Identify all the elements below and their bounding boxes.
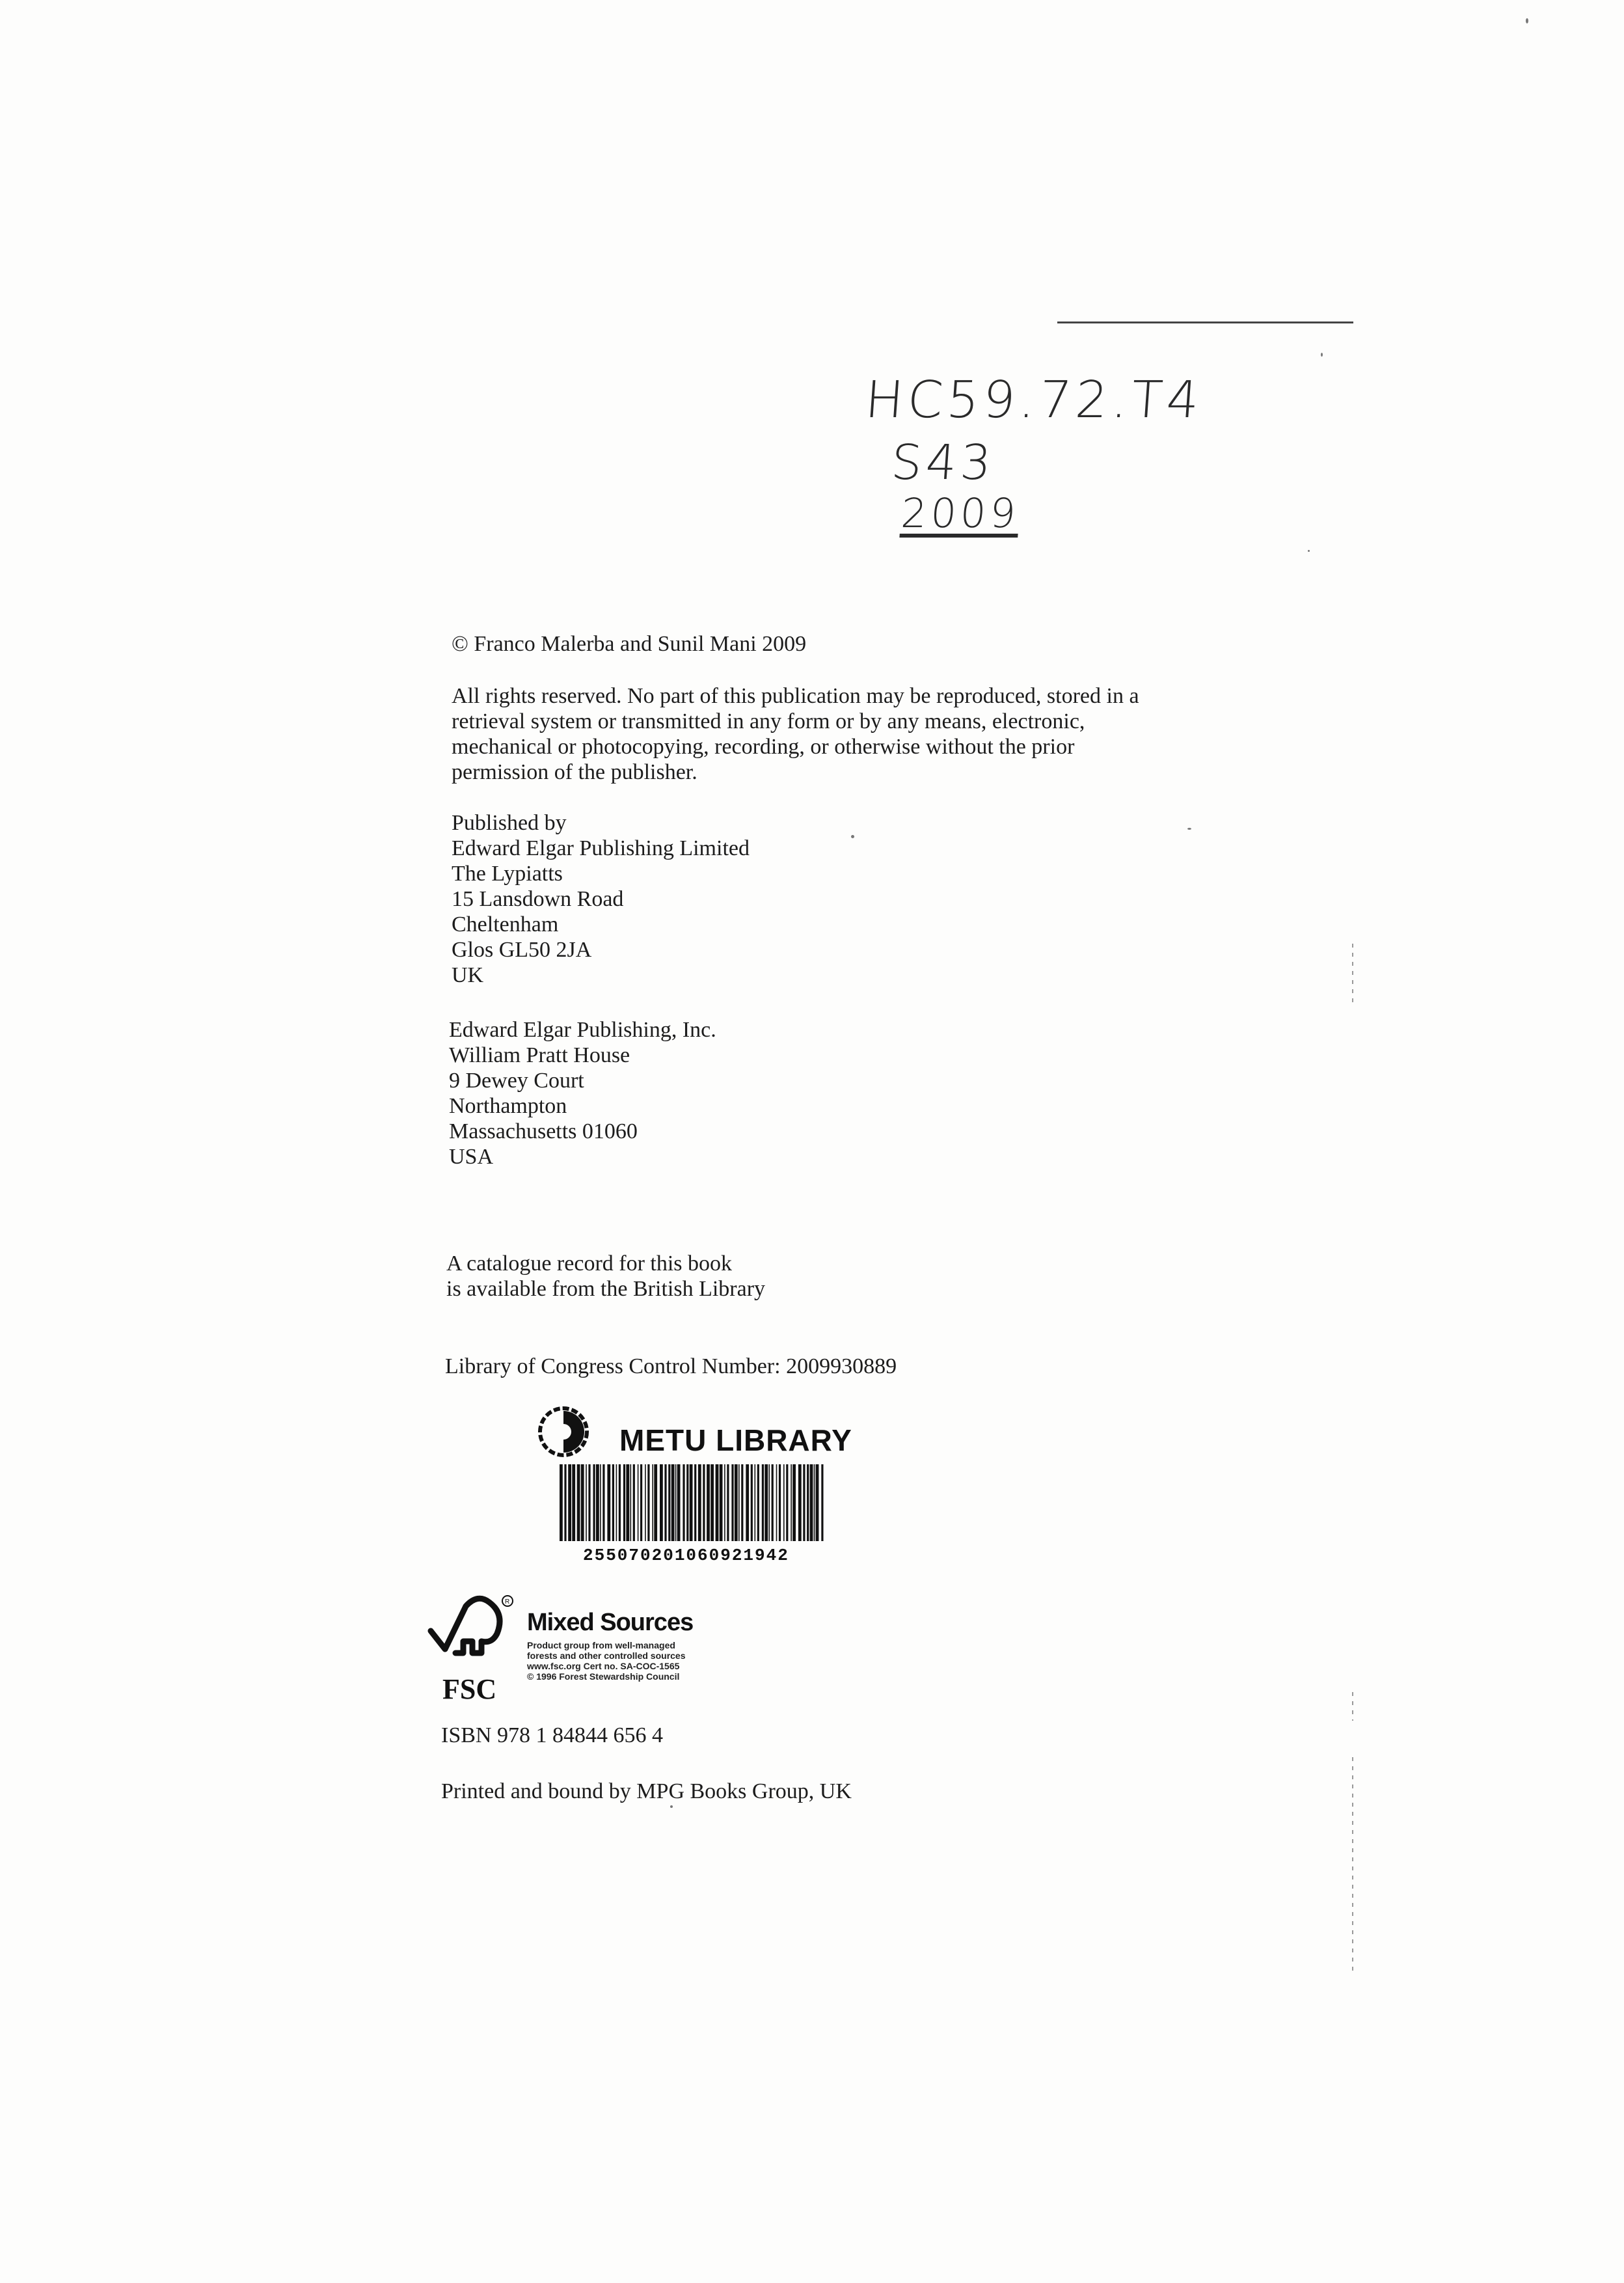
barcode-bar	[640, 1464, 642, 1541]
barcode-bar	[675, 1464, 677, 1541]
address-line: Massachusetts 01060	[449, 1119, 638, 1143]
handwritten-rule	[1057, 321, 1353, 323]
barcode-bar	[616, 1464, 617, 1541]
barcode-bar	[762, 1464, 764, 1541]
fsc-detail-line: www.fsc.org Cert no. SA-COC-1565	[527, 1661, 680, 1671]
barcode-bar	[716, 1464, 719, 1541]
svg-text:R: R	[505, 1598, 510, 1606]
fsc-mixed-sources-heading: Mixed Sources	[527, 1609, 694, 1636]
barcode-bar	[638, 1464, 639, 1541]
barcode-bar	[564, 1464, 566, 1541]
copyright-line: © Franco Malerba and Sunil Mani 2009	[452, 632, 807, 656]
address-line: Glos GL50 2JA	[452, 938, 592, 962]
scan-speck	[1321, 353, 1323, 357]
address-line: Northampton	[449, 1094, 567, 1118]
barcode-bar	[633, 1464, 635, 1541]
barcode-bar	[776, 1464, 778, 1541]
address-line: USA	[449, 1145, 494, 1169]
barcode-bar	[596, 1464, 599, 1541]
handwritten-call-number: HC59.72.T4	[863, 371, 1205, 430]
barcode-bar	[821, 1464, 823, 1541]
fsc-logo-text: FSC	[442, 1673, 497, 1705]
barcode-bar	[577, 1464, 580, 1541]
barcode-bar	[765, 1464, 768, 1541]
address-line: Cheltenham	[452, 912, 559, 936]
barcode-bar	[630, 1464, 632, 1541]
scan-speck	[1526, 18, 1528, 23]
rights-line: All rights reserved. No part of this publication may be reproduced, stored in a	[452, 684, 1139, 708]
lccn-line	[445, 1354, 897, 1379]
barcode-bar	[707, 1464, 710, 1541]
barcode-bar	[741, 1464, 743, 1541]
fsc-detail-line: © 1996 Forest Stewardship Council	[527, 1671, 680, 1682]
barcode-bar	[586, 1464, 587, 1541]
barcode-bar	[768, 1464, 770, 1541]
lccn-label: Library of Congress Control Number:	[445, 1354, 781, 1378]
barcode-bar	[803, 1464, 805, 1541]
barcode-bar	[751, 1464, 753, 1541]
barcode-bar	[690, 1464, 693, 1541]
scan-speck	[1308, 550, 1310, 552]
barcode-bar	[683, 1464, 684, 1541]
barcode-bar	[731, 1464, 733, 1541]
barcode-bar	[619, 1464, 621, 1541]
barcode-bar	[779, 1464, 781, 1541]
barcode-bar	[645, 1464, 646, 1541]
address-line: Edward Elgar Publishing, Inc.	[449, 1018, 716, 1042]
barcode-bar	[757, 1464, 759, 1541]
barcode-bar	[703, 1464, 705, 1541]
address-line: Published by	[452, 811, 567, 835]
handwritten-cutter-number: S43	[889, 435, 997, 491]
barcode	[557, 1464, 826, 1541]
address-line: The Lypiatts	[452, 862, 563, 886]
catalogue-record-note	[446, 1251, 765, 1302]
barcode-bar	[671, 1464, 675, 1541]
scan-artifact	[1352, 1692, 1353, 1721]
rights-line: mechanical or photocopying, recording, or otherwise without the prior	[452, 735, 1075, 759]
barcode-bar	[746, 1464, 749, 1541]
barcode-bar	[612, 1464, 614, 1541]
fsc-details	[527, 1640, 686, 1682]
barcode-bar	[664, 1464, 666, 1541]
barcode-bar	[607, 1464, 610, 1541]
barcode-bar	[755, 1464, 756, 1541]
isbn: ISBN 978 1 84844 656 4	[441, 1723, 663, 1747]
barcode-bar	[568, 1464, 571, 1541]
address-line: UK	[452, 963, 484, 987]
barcode-bar	[735, 1464, 738, 1541]
rights-statement	[452, 683, 1239, 785]
barcode-bar	[686, 1464, 688, 1541]
barcode-bar	[572, 1464, 575, 1541]
barcode-bar	[660, 1464, 663, 1541]
barcode-bar	[807, 1464, 809, 1541]
fsc-tree-check-icon	[427, 1593, 518, 1671]
barcode-bar	[623, 1464, 625, 1541]
handwritten-year: 2009	[899, 489, 1022, 537]
scan-artifact	[1352, 1757, 1353, 1972]
barcode-bar	[791, 1464, 792, 1541]
barcode-bar	[727, 1464, 729, 1541]
barcode-bar	[652, 1464, 653, 1541]
barcode-bar	[698, 1464, 701, 1541]
printer-note: Printed and bound by MPG Books Group, UK	[441, 1779, 852, 1803]
fsc-detail-line: Product group from well-managed	[527, 1640, 675, 1650]
rights-line: permission of the publisher.	[452, 760, 697, 784]
barcode-bar	[724, 1464, 725, 1541]
barcode-bar	[626, 1464, 629, 1541]
scan-speck	[1187, 828, 1191, 830]
lccn-value: 2009930889	[786, 1354, 897, 1378]
barcode-bar	[647, 1464, 649, 1541]
library-name: METU LIBRARY	[619, 1423, 852, 1457]
barcode-bar	[654, 1464, 657, 1541]
barcode-bar	[560, 1464, 563, 1541]
barcode-bar	[786, 1464, 788, 1541]
barcode-bar	[814, 1464, 815, 1541]
scan-speck	[851, 835, 854, 838]
fsc-detail-line: forests and other controlled sources	[527, 1650, 686, 1661]
address-line: 15 Lansdown Road	[452, 887, 624, 911]
barcode-bar	[593, 1464, 595, 1541]
publisher-address-uk	[452, 810, 750, 988]
barcode-bar	[810, 1464, 813, 1541]
barcode-bar	[816, 1464, 819, 1541]
barcode-bar	[772, 1464, 774, 1541]
barcode-bar	[738, 1464, 740, 1541]
barcode-bar	[668, 1464, 670, 1541]
library-logo-icon	[537, 1406, 589, 1458]
rights-line: retrieval system or transmitted in any form or by any means, electronic,	[452, 709, 1085, 733]
address-line: 9 Dewey Court	[449, 1069, 584, 1093]
publisher-address-us	[449, 1017, 716, 1169]
address-line: William Pratt House	[449, 1043, 630, 1067]
scan-speck	[670, 1805, 673, 1808]
barcode-bar	[588, 1464, 590, 1541]
barcode-bar	[602, 1464, 604, 1541]
catalogue-line: is available from the British Library	[446, 1277, 766, 1301]
barcode-bar	[677, 1464, 681, 1541]
address-line: Edward Elgar Publishing Limited	[452, 836, 750, 860]
catalogue-line: A catalogue record for this book	[446, 1251, 733, 1276]
barcode-bar	[720, 1464, 723, 1541]
barcode-bar	[798, 1464, 802, 1541]
scan-artifact	[1352, 944, 1353, 1002]
barcode-bar	[792, 1464, 796, 1541]
barcode-bar	[694, 1464, 696, 1541]
barcode-bar	[783, 1464, 785, 1541]
barcode-number: 255070201060921942	[583, 1546, 789, 1565]
barcode-bar	[600, 1464, 601, 1541]
barcode-bar	[581, 1464, 584, 1541]
barcode-bar	[710, 1464, 714, 1541]
